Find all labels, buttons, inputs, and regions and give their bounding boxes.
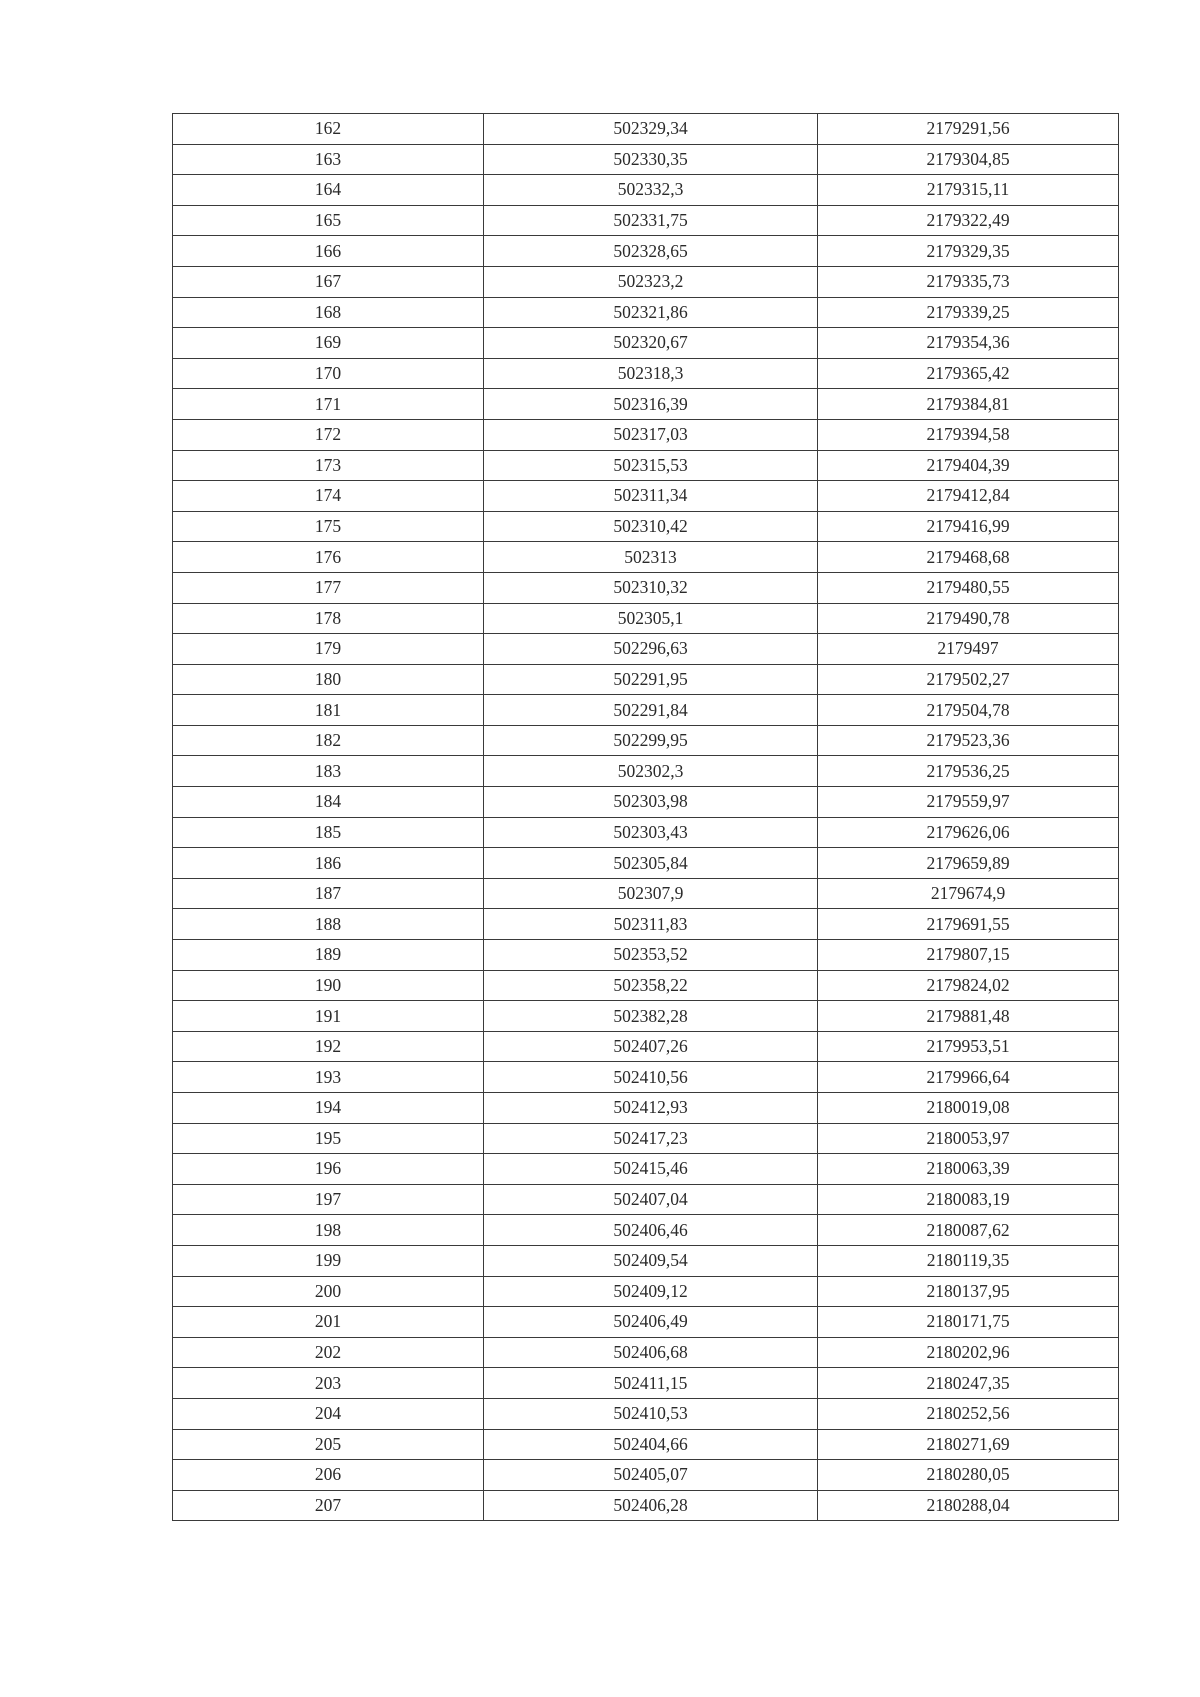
y-coordinate-cell: 2180280,05 (818, 1460, 1119, 1491)
point-number-cell: 181 (173, 695, 484, 726)
y-coordinate-cell: 2180202,96 (818, 1337, 1119, 1368)
table-row (173, 664, 1119, 695)
table-row (173, 695, 1119, 726)
x-coordinate-cell: 502329,34 (484, 114, 818, 145)
point-number-cell: 195 (173, 1123, 484, 1154)
table-row (173, 1123, 1119, 1154)
point-number-cell: 194 (173, 1093, 484, 1124)
x-coordinate-cell: 502311,83 (484, 909, 818, 940)
table-row (173, 328, 1119, 359)
x-coordinate-cell: 502417,23 (484, 1123, 818, 1154)
y-coordinate-cell: 2179322,49 (818, 205, 1119, 236)
point-number-cell: 183 (173, 756, 484, 787)
y-coordinate-cell: 2179559,97 (818, 787, 1119, 818)
x-coordinate-cell: 502307,9 (484, 878, 818, 909)
y-coordinate-cell: 2179394,58 (818, 419, 1119, 450)
x-coordinate-cell: 502311,34 (484, 481, 818, 512)
table-row (173, 1307, 1119, 1338)
table-row (173, 1368, 1119, 1399)
point-number-cell: 197 (173, 1184, 484, 1215)
x-coordinate-cell: 502410,56 (484, 1062, 818, 1093)
y-coordinate-cell: 2179315,11 (818, 175, 1119, 206)
table-row (173, 236, 1119, 267)
point-number-cell: 176 (173, 542, 484, 573)
point-number-cell: 204 (173, 1398, 484, 1429)
x-coordinate-cell: 502330,35 (484, 144, 818, 175)
table-row (173, 175, 1119, 206)
y-coordinate-cell: 2179404,39 (818, 450, 1119, 481)
point-number-cell: 207 (173, 1490, 484, 1521)
x-coordinate-cell: 502409,54 (484, 1245, 818, 1276)
point-number-cell: 165 (173, 205, 484, 236)
coordinates-table-body (173, 114, 1119, 1521)
y-coordinate-cell: 2179412,84 (818, 481, 1119, 512)
x-coordinate-cell: 502415,46 (484, 1154, 818, 1185)
y-coordinate-cell: 2179384,81 (818, 389, 1119, 420)
point-number-cell: 162 (173, 114, 484, 145)
y-coordinate-cell: 2179966,64 (818, 1062, 1119, 1093)
x-coordinate-cell: 502318,3 (484, 358, 818, 389)
point-number-cell: 164 (173, 175, 484, 206)
coordinates-table (172, 113, 1119, 1521)
point-number-cell: 177 (173, 572, 484, 603)
y-coordinate-cell: 2180252,56 (818, 1398, 1119, 1429)
point-number-cell: 185 (173, 817, 484, 848)
table-row (173, 787, 1119, 818)
table-row (173, 1062, 1119, 1093)
table-row (173, 603, 1119, 634)
point-number-cell: 180 (173, 664, 484, 695)
point-number-cell: 182 (173, 725, 484, 756)
x-coordinate-cell: 502303,98 (484, 787, 818, 818)
x-coordinate-cell: 502299,95 (484, 725, 818, 756)
y-coordinate-cell: 2180083,19 (818, 1184, 1119, 1215)
point-number-cell: 169 (173, 328, 484, 359)
document-page (172, 113, 1118, 1521)
table-row (173, 909, 1119, 940)
table-row (173, 725, 1119, 756)
x-coordinate-cell: 502316,39 (484, 389, 818, 420)
x-coordinate-cell: 502412,93 (484, 1093, 818, 1124)
point-number-cell: 167 (173, 266, 484, 297)
y-coordinate-cell: 2179365,42 (818, 358, 1119, 389)
table-row (173, 1276, 1119, 1307)
y-coordinate-cell: 2179807,15 (818, 940, 1119, 971)
x-coordinate-cell: 502302,3 (484, 756, 818, 787)
point-number-cell: 187 (173, 878, 484, 909)
y-coordinate-cell: 2180288,04 (818, 1490, 1119, 1521)
table-row (173, 266, 1119, 297)
y-coordinate-cell: 2179416,99 (818, 511, 1119, 542)
point-number-cell: 173 (173, 450, 484, 481)
point-number-cell: 198 (173, 1215, 484, 1246)
x-coordinate-cell: 502407,26 (484, 1031, 818, 1062)
x-coordinate-cell: 502332,3 (484, 175, 818, 206)
point-number-cell: 206 (173, 1460, 484, 1491)
x-coordinate-cell: 502404,66 (484, 1429, 818, 1460)
table-row (173, 542, 1119, 573)
table-row (173, 1093, 1119, 1124)
x-coordinate-cell: 502353,52 (484, 940, 818, 971)
x-coordinate-cell: 502407,04 (484, 1184, 818, 1215)
table-row (173, 144, 1119, 175)
table-row (173, 114, 1119, 145)
y-coordinate-cell: 2179291,56 (818, 114, 1119, 145)
x-coordinate-cell: 502406,46 (484, 1215, 818, 1246)
table-row (173, 1490, 1119, 1521)
point-number-cell: 186 (173, 848, 484, 879)
x-coordinate-cell: 502291,84 (484, 695, 818, 726)
point-number-cell: 166 (173, 236, 484, 267)
table-row (173, 419, 1119, 450)
point-number-cell: 168 (173, 297, 484, 328)
table-row (173, 450, 1119, 481)
table-row (173, 1398, 1119, 1429)
x-coordinate-cell: 502406,28 (484, 1490, 818, 1521)
point-number-cell: 171 (173, 389, 484, 420)
point-number-cell: 163 (173, 144, 484, 175)
y-coordinate-cell: 2180087,62 (818, 1215, 1119, 1246)
point-number-cell: 193 (173, 1062, 484, 1093)
x-coordinate-cell: 502291,95 (484, 664, 818, 695)
table-row (173, 1215, 1119, 1246)
y-coordinate-cell: 2180053,97 (818, 1123, 1119, 1154)
table-row (173, 848, 1119, 879)
table-row (173, 1337, 1119, 1368)
y-coordinate-cell: 2179504,78 (818, 695, 1119, 726)
x-coordinate-cell: 502320,67 (484, 328, 818, 359)
table-row (173, 970, 1119, 1001)
point-number-cell: 205 (173, 1429, 484, 1460)
point-number-cell: 200 (173, 1276, 484, 1307)
x-coordinate-cell: 502411,15 (484, 1368, 818, 1399)
x-coordinate-cell: 502313 (484, 542, 818, 573)
point-number-cell: 178 (173, 603, 484, 634)
y-coordinate-cell: 2180119,35 (818, 1245, 1119, 1276)
point-number-cell: 190 (173, 970, 484, 1001)
table-row (173, 205, 1119, 236)
x-coordinate-cell: 502310,32 (484, 572, 818, 603)
point-number-cell: 184 (173, 787, 484, 818)
y-coordinate-cell: 2179480,55 (818, 572, 1119, 603)
point-number-cell: 203 (173, 1368, 484, 1399)
table-row (173, 1154, 1119, 1185)
y-coordinate-cell: 2179881,48 (818, 1001, 1119, 1032)
x-coordinate-cell: 502409,12 (484, 1276, 818, 1307)
x-coordinate-cell: 502382,28 (484, 1001, 818, 1032)
point-number-cell: 179 (173, 634, 484, 665)
x-coordinate-cell: 502305,1 (484, 603, 818, 634)
y-coordinate-cell: 2179335,73 (818, 266, 1119, 297)
y-coordinate-cell: 2179329,35 (818, 236, 1119, 267)
table-row (173, 358, 1119, 389)
y-coordinate-cell: 2180271,69 (818, 1429, 1119, 1460)
point-number-cell: 175 (173, 511, 484, 542)
table-row (173, 1429, 1119, 1460)
y-coordinate-cell: 2180171,75 (818, 1307, 1119, 1338)
y-coordinate-cell: 2180019,08 (818, 1093, 1119, 1124)
table-row (173, 1245, 1119, 1276)
x-coordinate-cell: 502317,03 (484, 419, 818, 450)
point-number-cell: 196 (173, 1154, 484, 1185)
table-row (173, 389, 1119, 420)
y-coordinate-cell: 2179502,27 (818, 664, 1119, 695)
x-coordinate-cell: 502406,68 (484, 1337, 818, 1368)
point-number-cell: 192 (173, 1031, 484, 1062)
x-coordinate-cell: 502410,53 (484, 1398, 818, 1429)
y-coordinate-cell: 2179468,68 (818, 542, 1119, 573)
y-coordinate-cell: 2180137,95 (818, 1276, 1119, 1307)
y-coordinate-cell: 2179953,51 (818, 1031, 1119, 1062)
point-number-cell: 189 (173, 940, 484, 971)
table-row (173, 878, 1119, 909)
x-coordinate-cell: 502331,75 (484, 205, 818, 236)
y-coordinate-cell: 2179354,36 (818, 328, 1119, 359)
y-coordinate-cell: 2179536,25 (818, 756, 1119, 787)
point-number-cell: 172 (173, 419, 484, 450)
y-coordinate-cell: 2179304,85 (818, 144, 1119, 175)
x-coordinate-cell: 502303,43 (484, 817, 818, 848)
x-coordinate-cell: 502315,53 (484, 450, 818, 481)
point-number-cell: 202 (173, 1337, 484, 1368)
table-row (173, 511, 1119, 542)
point-number-cell: 191 (173, 1001, 484, 1032)
y-coordinate-cell: 2179691,55 (818, 909, 1119, 940)
y-coordinate-cell: 2180247,35 (818, 1368, 1119, 1399)
point-number-cell: 201 (173, 1307, 484, 1338)
y-coordinate-cell: 2179523,36 (818, 725, 1119, 756)
point-number-cell: 174 (173, 481, 484, 512)
y-coordinate-cell: 2180063,39 (818, 1154, 1119, 1185)
table-row (173, 1031, 1119, 1062)
table-row (173, 481, 1119, 512)
point-number-cell: 199 (173, 1245, 484, 1276)
y-coordinate-cell: 2179626,06 (818, 817, 1119, 848)
y-coordinate-cell: 2179490,78 (818, 603, 1119, 634)
y-coordinate-cell: 2179497 (818, 634, 1119, 665)
table-row (173, 817, 1119, 848)
x-coordinate-cell: 502406,49 (484, 1307, 818, 1338)
table-row (173, 297, 1119, 328)
table-row (173, 572, 1119, 603)
table-row (173, 940, 1119, 971)
y-coordinate-cell: 2179824,02 (818, 970, 1119, 1001)
x-coordinate-cell: 502310,42 (484, 511, 818, 542)
table-row (173, 1460, 1119, 1491)
x-coordinate-cell: 502321,86 (484, 297, 818, 328)
table-row (173, 634, 1119, 665)
x-coordinate-cell: 502323,2 (484, 266, 818, 297)
table-row (173, 1001, 1119, 1032)
y-coordinate-cell: 2179674,9 (818, 878, 1119, 909)
x-coordinate-cell: 502296,63 (484, 634, 818, 665)
table-row (173, 1184, 1119, 1215)
point-number-cell: 170 (173, 358, 484, 389)
x-coordinate-cell: 502405,07 (484, 1460, 818, 1491)
y-coordinate-cell: 2179659,89 (818, 848, 1119, 879)
point-number-cell: 188 (173, 909, 484, 940)
x-coordinate-cell: 502328,65 (484, 236, 818, 267)
table-row (173, 756, 1119, 787)
x-coordinate-cell: 502305,84 (484, 848, 818, 879)
y-coordinate-cell: 2179339,25 (818, 297, 1119, 328)
x-coordinate-cell: 502358,22 (484, 970, 818, 1001)
